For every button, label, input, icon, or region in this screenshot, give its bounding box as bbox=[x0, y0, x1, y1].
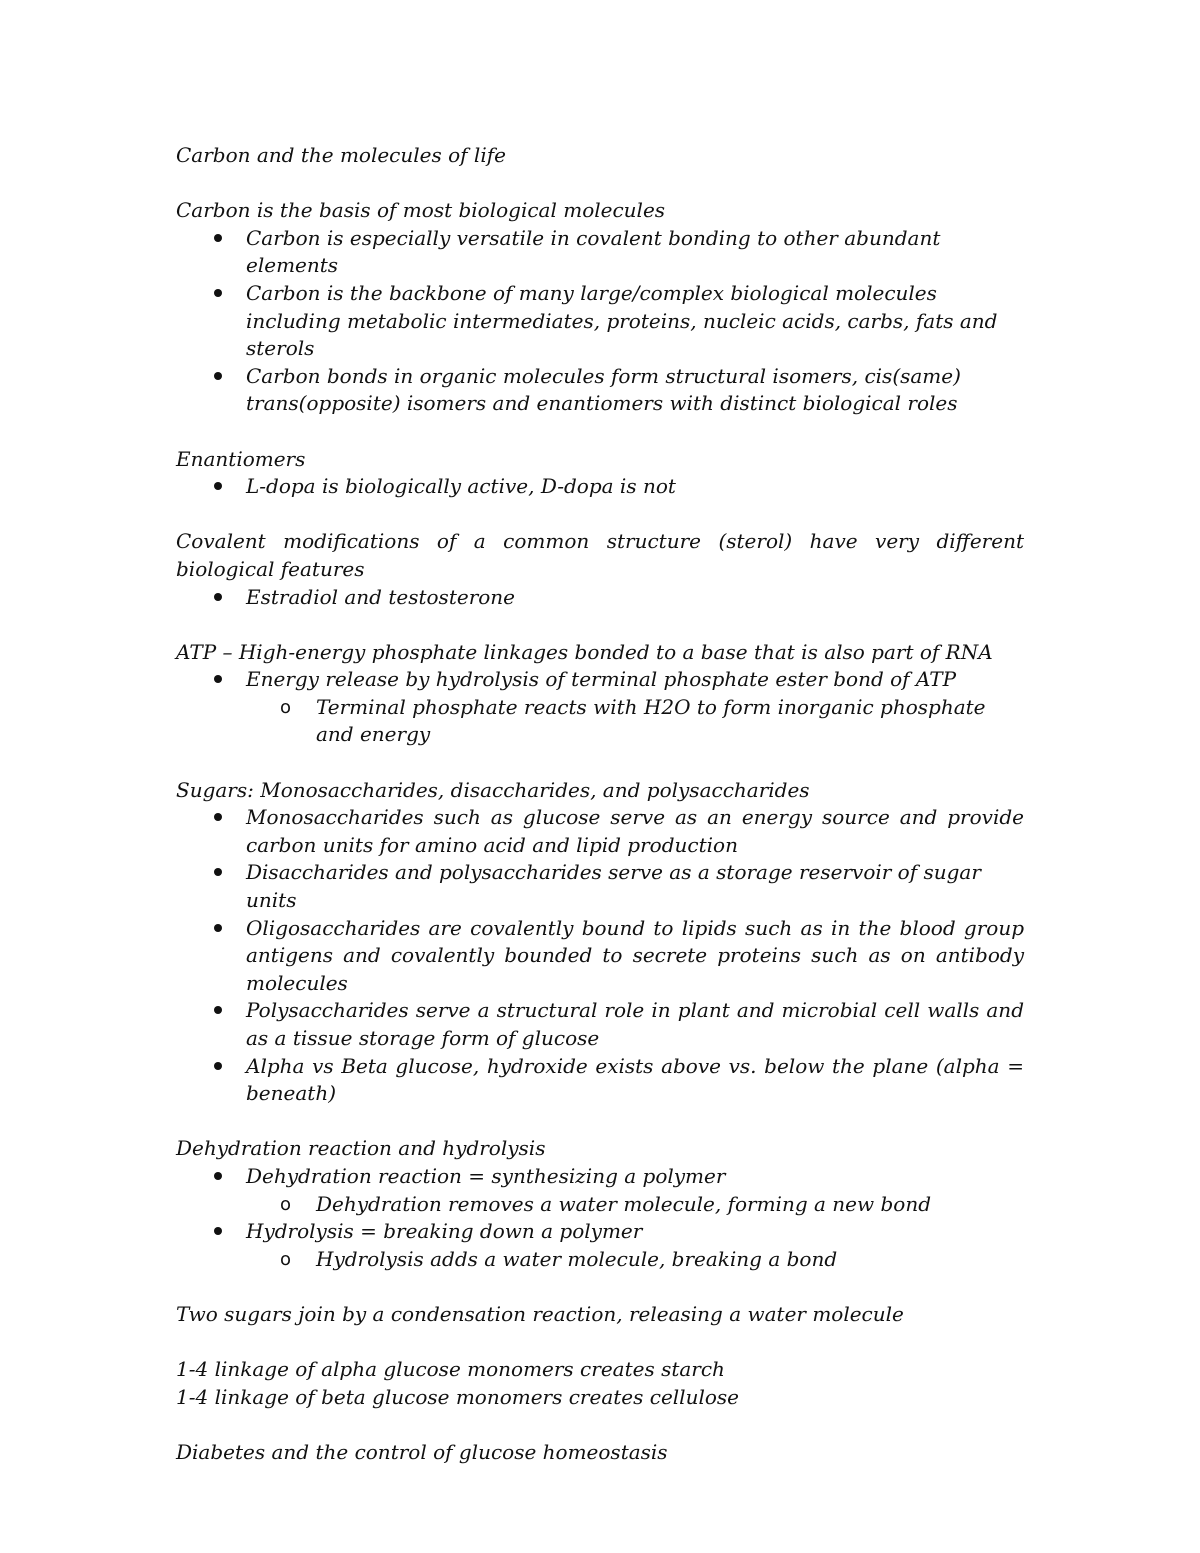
section-condensation bbox=[176, 1301, 1024, 1329]
bullet-icon bbox=[214, 813, 222, 821]
list-item-text: Oligosaccharides are covalently bound to lipids such as in the blood group antigens and covalently bounded to secrete proteins such as on antibody molecules bbox=[246, 915, 1024, 995]
section-heading: Covalent modifications of a common structure (sterol) have very different biological features bbox=[176, 529, 1024, 581]
list-item-text: Dehydration reaction = synthesizing a polymer bbox=[246, 1163, 726, 1188]
section-heading: Two sugars join by a condensation reaction, releasing a water molecule bbox=[176, 1301, 904, 1326]
section-diabetes bbox=[176, 1439, 1024, 1467]
section-heading: Sugars: Monosaccharides, disaccharides, and polysaccharides bbox=[176, 777, 810, 802]
section-covalent-modifications bbox=[176, 528, 1024, 611]
bullet-icon bbox=[214, 1227, 222, 1235]
bullet-icon bbox=[214, 1172, 222, 1180]
section-heading: 1-4 linkage of beta glucose monomers creates cellulose bbox=[176, 1384, 739, 1409]
list-item bbox=[246, 1163, 1024, 1218]
list-item-text: Polysaccharides serve a structural role in plant and microbial cell walls and as a tissue storage form of glucose bbox=[246, 998, 1024, 1050]
sub-list-item-text: Dehydration removes a water molecule, forming a new bond bbox=[316, 1191, 931, 1216]
section-heading: Enantiomers bbox=[176, 446, 306, 471]
sub-list bbox=[246, 1191, 1024, 1219]
bullet-icon bbox=[214, 1006, 222, 1014]
list-item-text: Hydrolysis = breaking down a polymer bbox=[246, 1219, 643, 1244]
list-item-text: Energy release by hydrolysis of terminal phosphate ester bond of ATP bbox=[246, 667, 957, 692]
list-item bbox=[246, 1218, 1024, 1273]
sub-list-item-text: Hydrolysis adds a water molecule, breaking a bond bbox=[316, 1246, 838, 1271]
list-item bbox=[246, 363, 1024, 418]
bullet-list bbox=[176, 804, 1024, 1108]
document-body bbox=[176, 142, 1024, 1467]
section-atp bbox=[176, 639, 1024, 749]
list-item bbox=[246, 915, 1024, 998]
bullet-icon bbox=[214, 675, 222, 683]
list-item-text: Monosaccharides such as glucose serve as an energy source and provide carbon units for amino acid and lipid production bbox=[246, 805, 1024, 857]
section-heading: Diabetes and the control of glucose homeostasis bbox=[176, 1439, 668, 1464]
list-item-text: Alpha vs Beta glucose, hydroxide exists above vs. below the plane (alpha = beneath) bbox=[246, 1053, 1024, 1106]
sub-list-item-text: Terminal phosphate reacts with H2O to form inorganic phosphate and energy bbox=[316, 694, 986, 747]
bullet-icon bbox=[214, 924, 222, 932]
bullet-icon bbox=[214, 289, 222, 297]
sub-list-item bbox=[280, 1246, 1024, 1274]
document-title: Carbon and the molecules of life bbox=[176, 143, 506, 167]
list-item bbox=[246, 804, 1024, 859]
bullet-list bbox=[176, 1163, 1024, 1273]
bullet-list bbox=[176, 225, 1024, 418]
list-item bbox=[246, 584, 1024, 612]
bullet-icon bbox=[214, 868, 222, 876]
sub-list bbox=[246, 694, 1024, 749]
list-item bbox=[246, 280, 1024, 363]
list-item bbox=[246, 666, 1024, 749]
list-item-text: Carbon is the backbone of many large/complex biological molecules including metabolic intermediates, proteins, nucleic acids, carbs, fats and sterols bbox=[246, 280, 998, 361]
section-heading: Carbon is the basis of most biological molecules bbox=[176, 198, 666, 223]
list-item-text: Carbon bonds in organic molecules form structural isomers, cis(same) trans(opposite) isomers and enantiomers with distinct biological roles bbox=[246, 363, 961, 416]
section-carbon-basis bbox=[176, 197, 1024, 418]
list-item bbox=[246, 473, 1024, 501]
bullet-icon bbox=[214, 593, 222, 601]
list-item-text: Estradiol and testosterone bbox=[246, 584, 516, 609]
sub-list-item bbox=[280, 1191, 1024, 1219]
bullet-list bbox=[176, 666, 1024, 749]
section-heading: 1-4 linkage of alpha glucose monomers creates starch bbox=[176, 1357, 725, 1382]
section-heading: Dehydration reaction and hydrolysis bbox=[176, 1136, 546, 1161]
list-item bbox=[246, 225, 1024, 280]
bullet-list bbox=[176, 584, 1024, 612]
list-item bbox=[246, 859, 1024, 914]
section-enantiomers bbox=[176, 446, 1024, 501]
bullet-icon bbox=[214, 482, 222, 490]
section-linkages bbox=[176, 1356, 1024, 1411]
bullet-list bbox=[176, 473, 1024, 501]
hollow-bullet-icon: o bbox=[280, 696, 292, 718]
section-dehydration bbox=[176, 1135, 1024, 1273]
sub-list bbox=[246, 1246, 1024, 1274]
bullet-icon bbox=[214, 1062, 222, 1070]
section-sugars bbox=[176, 777, 1024, 1108]
list-item bbox=[246, 997, 1024, 1052]
list-item-text: L-dopa is biologically active, D-dopa is not bbox=[246, 474, 676, 499]
list-item-text: Carbon is especially versatile in covalent bonding to other abundant elements bbox=[246, 225, 941, 278]
hollow-bullet-icon: o bbox=[280, 1248, 292, 1270]
section-heading: ATP – High-energy phosphate linkages bonded to a base that is also part of RNA bbox=[176, 639, 993, 664]
list-item bbox=[246, 1053, 1024, 1108]
bullet-icon bbox=[214, 234, 222, 242]
sub-list-item bbox=[280, 694, 1024, 749]
list-item-text: Disaccharides and polysaccharides serve as a storage reservoir of sugar units bbox=[246, 860, 981, 913]
bullet-icon bbox=[214, 372, 222, 380]
hollow-bullet-icon: o bbox=[280, 1193, 292, 1215]
section-title bbox=[176, 142, 1024, 170]
